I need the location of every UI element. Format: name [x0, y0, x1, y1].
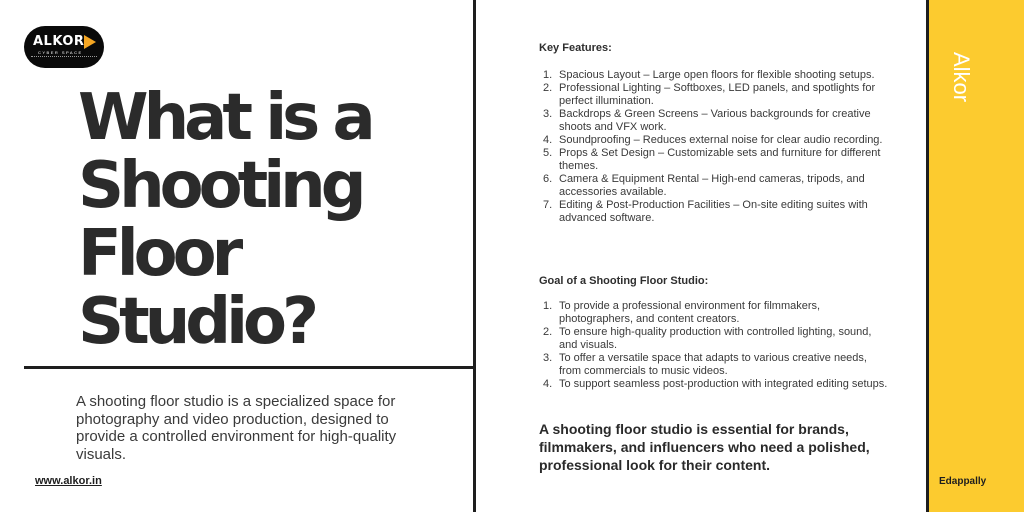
list-text: Professional Lighting – Softboxes, LED panels, and spotlights for perfect illumination. [559, 82, 876, 107]
list-text: To support seamless post-production with integrated editing setups. [559, 378, 888, 390]
list-item [543, 108, 888, 134]
page-title [78, 81, 470, 359]
horizontal-divider [24, 366, 474, 369]
side-brand-text: Alkor [949, 52, 974, 103]
list-item [543, 199, 888, 225]
list-item [543, 300, 888, 326]
list-number: 2. [543, 326, 553, 338]
play-icon [84, 35, 96, 49]
list-number: 4. [543, 134, 553, 146]
list-number: 1. [543, 69, 553, 81]
list-text: Spacious Layout – Large open floors for flexible shooting setups. [559, 69, 875, 81]
logo-tagline-dots [31, 56, 97, 58]
side-brand-wrap [944, 52, 984, 122]
website-link[interactable]: www.alkor.in [35, 475, 102, 487]
list-item [543, 378, 888, 391]
list-item [543, 134, 888, 147]
goal-heading: Goal of a Shooting Floor Studio: [539, 275, 709, 287]
list-text: Camera & Equipment Rental – High-end cameras, tripods, and accessories available. [559, 173, 865, 198]
list-number: 3. [543, 352, 553, 364]
list-number: 6. [543, 173, 553, 185]
list-text: Backdrops & Green Screens – Various backgrounds for creative shoots and VFX work. [559, 108, 871, 133]
location-label: Edappally [939, 476, 987, 487]
list-number: 2. [543, 82, 553, 94]
list-text: To ensure high-quality production with controlled lighting, sound, and visuals. [559, 326, 872, 351]
logo-subtitle: CYBER SPACE [38, 50, 83, 55]
list-number: 1. [543, 300, 553, 312]
list-item [543, 352, 888, 378]
key-features-heading: Key Features: [539, 42, 612, 54]
title-line-3: Floor [78, 217, 239, 291]
alkor-logo [24, 26, 104, 68]
list-text: Soundproofing – Reduces external noise for clear audio recording. [559, 134, 883, 146]
list-item [543, 82, 888, 108]
list-item [543, 326, 888, 352]
list-item [543, 69, 888, 82]
list-text: To provide a professional environment for filmmakers, photographers, and content creators. [559, 300, 821, 325]
title-line-1: What is a [78, 81, 371, 155]
list-text: Editing & Post-Production Facilities – On-site editing suites with advanced software. [559, 199, 868, 224]
list-number: 5. [543, 147, 553, 159]
list-item [543, 173, 888, 199]
list-text: To offer a versatile space that adapts to various creative needs, from commercials to music videos. [559, 352, 867, 377]
title-line-2: Shooting [78, 149, 362, 223]
list-number: 4. [543, 378, 553, 390]
description: A shooting floor studio is a specialized space for photography and video production, designed to provide a controlled environment for high-quality visuals. [76, 393, 397, 463]
list-item [543, 147, 888, 173]
title-line-4: Studio? [78, 285, 315, 359]
key-features-list [543, 69, 888, 225]
list-number: 3. [543, 108, 553, 120]
list-number: 7. [543, 199, 553, 211]
center-divider [473, 0, 476, 512]
logo-word: ALKOR [33, 34, 85, 49]
list-text: Props & Set Design – Customizable sets and furniture for different themes. [559, 147, 881, 172]
closing-statement: A shooting floor studio is essential for brands, filmmakers, and influencers who need a polished, professional look for their content. [539, 421, 870, 473]
goal-list [543, 300, 888, 391]
